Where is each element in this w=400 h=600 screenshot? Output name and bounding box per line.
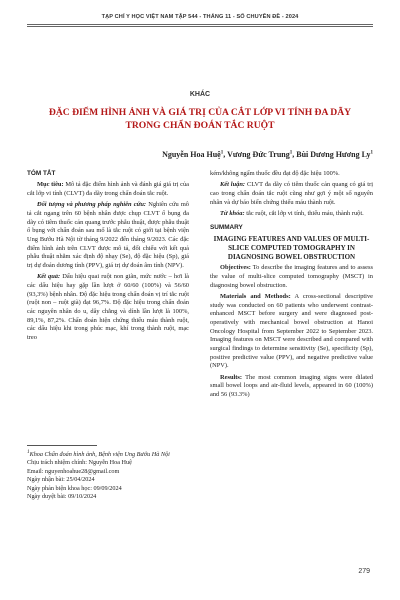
methods-text: Nghiên cứu mô tả cắt ngang trên 60 bệnh nhân được chụp CLVT ổ bụng đa dãy có tiêm thuốc cản quang trước phẫu thuật, được phẫu thuật ổ bụng với chẩn đoán sau mổ là tắc ruột có giới tại bệnh viện Ung Bướu Hà Nội từ tháng 9/2022 đến tháng 9/2023. Các đặc điểm hình ảnh trên CLVT được mô tả, đối chiếu với kết quả phẫu thuật nhằm xác định độ nhạy (Se), độ đặc hiệu (Sp), giá trị dự đoán dương tính (PPV), giá trị dự đoán âm tính (NPV). bbox=[27, 201, 189, 270]
results-en-text: The most common imaging signs were dilated small bowel loops and air-fluid levels, appeared in 60 (100%) and 56 (93.3%) bbox=[210, 373, 373, 399]
article-title: ĐẶC ĐIỂM HÌNH ẢNH VÀ GIÁ TRỊ CỦA CẮT LỚP VI TÍNH ĐA DÃY TRONG CHẨN ĐOÁN TẮC RUỘT bbox=[48, 107, 352, 131]
results-text: Dấu hiệu quai ruột non giãn, mức nước – hơi là các dấu hiệu hay gặp lần lượt ở 60/60 (100%) và 56/60 (93,3%) bệnh nhân. Độ đặc hiệu trong chẩn đoán vị trí tắc ruột (ruột non – ruột già) đạt 96,7%. Độ đặc hiệu trong chẩn đoán các nguyên nhân do u, dây chằng và dính lần lượt là 100%, 89,1%, 87,2%. Chẩn đoán hiện chứng thiếu máu thành ruột, các dấu hiệu khi trong phúc mạc, khí trong thành ruột, mạc treo bbox=[27, 273, 190, 342]
conclusion-paragraph bbox=[210, 181, 373, 207]
author-name: Nguyễn Hoa Huệ bbox=[162, 150, 221, 159]
objective-text: Mô tả đặc điểm hình ảnh và đánh giá giá trị của cắt lớp vi tính (CLVT) đa dãy trong chẩn đoán tắc ruột. bbox=[27, 181, 189, 197]
header-rule-2 bbox=[27, 26, 373, 27]
right-column bbox=[210, 170, 373, 402]
author-line bbox=[162, 150, 373, 159]
materials-label: Materials and Methods: bbox=[220, 292, 291, 300]
keywords-text: tắc ruột, cắt lớp vi tính, thiếu máu, thành ruột. bbox=[244, 209, 364, 217]
keywords-label: Từ khóa: bbox=[220, 209, 245, 217]
conclusion-text: CLVT đa dãy có tiêm thuốc cản quang có giá trị cao trong chẩn đoán tắc ruột cũng như gợi ý một số nguyên nhân và dự báo biến chứng thiếu máu thành ruột. bbox=[210, 181, 373, 206]
author-sup: 1 bbox=[370, 150, 373, 156]
abstract-heading: TÓM TẮT bbox=[27, 170, 56, 177]
affiliation bbox=[27, 448, 189, 459]
author-name: , Vương Đức Trung bbox=[223, 150, 290, 159]
footnote bbox=[27, 445, 189, 502]
received-date: Ngày nhận bài: 25/04/2024 bbox=[27, 476, 95, 484]
results-en-paragraph bbox=[210, 374, 373, 400]
journal-header: TẠP CHÍ Y HỌC VIỆT NAM TẬP 544 - THÁNG 11 - SỐ CHUYÊN ĐỀ - 2024 bbox=[101, 14, 299, 20]
objectives-paragraph bbox=[210, 264, 373, 290]
objectives-text: To describe the imaging features and to assess the value of multi-slice computed tomography (MSCT) in diagnosing bowel obstruction. bbox=[210, 264, 373, 289]
english-title: IMAGING FEATURES AND VALUES OF MULTI-SLICE COMPUTED TOMOGRAPHY IN DIAGNOSING BOWEL OBSTRUCTION bbox=[213, 234, 370, 261]
reviewed-date: Ngày phản biện khoa học: 09/09/2024 bbox=[27, 484, 122, 492]
results-label: Kết quả: bbox=[37, 273, 61, 281]
materials-paragraph bbox=[210, 293, 373, 371]
page-number: 279 bbox=[358, 568, 370, 575]
results-en-label: Results: bbox=[220, 373, 243, 381]
affiliation-sup: 1 bbox=[27, 449, 30, 455]
methods-paragraph bbox=[27, 201, 189, 271]
conclusion-label: Kết luận: bbox=[220, 181, 246, 189]
objectives-label: Objectives: bbox=[220, 264, 251, 272]
materials-text: A cross-sectional descriptive study was conducted on 60 patients who underwent contrast-enhanced MSCT before surgery and were diagnosed post-operatively with mechanical bowel obstruction at Hanoi Oncology Hospital from September 2022 to September 2023. Imaging features on MSCT were described and compared with surgical findings to determine sensitivity (Se), specificity (Sp), positive predictive value (PPV), and negative predictive value (NPV). bbox=[210, 292, 373, 370]
left-column bbox=[27, 170, 189, 345]
corresponding-author: Chịu trách nhiệm chính: Nguyễn Hoa Huệ bbox=[27, 459, 132, 467]
footnote-rule bbox=[27, 445, 97, 446]
category-label: KHÁC bbox=[189, 91, 211, 98]
affiliation-text: Khoa Chẩn đoán hình ảnh, Bệnh viện Ung Bướu Hà Nội bbox=[29, 451, 170, 459]
objective-label: Mục tiêu: bbox=[37, 181, 64, 189]
author-sup: 1 bbox=[289, 150, 293, 156]
email: Email: nguyenhoahue28@gmail.com bbox=[27, 467, 120, 475]
author-sup: 1 bbox=[220, 150, 224, 156]
results-paragraph bbox=[27, 273, 189, 343]
keywords-paragraph bbox=[210, 210, 373, 219]
summary-heading: SUMMARY bbox=[210, 223, 243, 231]
accepted-date: Ngày duyệt bài: 09/10/2024 bbox=[27, 493, 97, 501]
results-continued: kém/không ngấm thuốc đều đạt độ đặc hiệu 100%. bbox=[210, 170, 340, 177]
methods-label: Đối tượng và phương pháp nghiên cứu: bbox=[37, 201, 147, 209]
header-rule bbox=[27, 24, 373, 25]
author-name: , Bùi Dương Hương Ly bbox=[292, 150, 371, 159]
objective-paragraph bbox=[27, 181, 189, 198]
